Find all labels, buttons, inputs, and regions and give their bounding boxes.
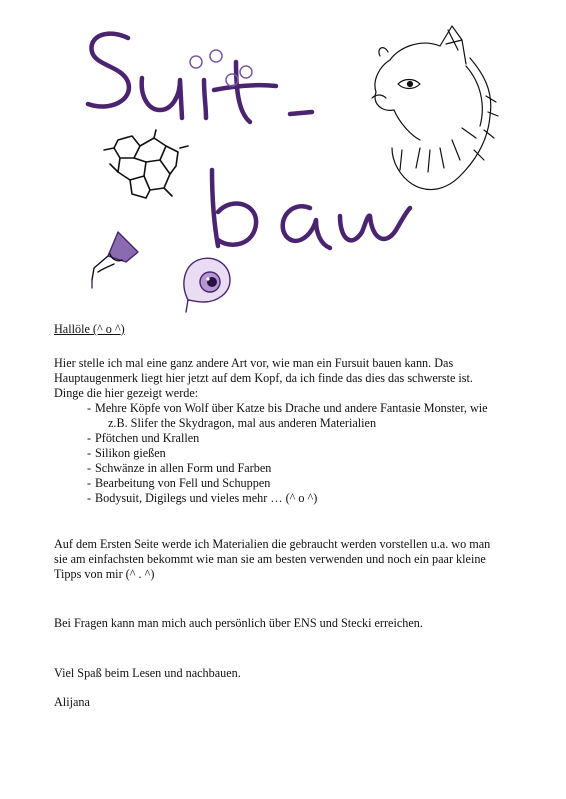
topic-item <box>87 491 524 506</box>
closing-line: Viel Spaß beim Lesen und nachbauen. <box>54 666 241 680</box>
eye-drawing-icon <box>184 258 230 312</box>
topic-list <box>54 401 524 506</box>
intro-line: Hier stelle ich mal eine ganz andere Art vor, wie man ein Fursuit bauen kann. Das <box>54 356 454 370</box>
intro-line: Hauptaugenmerk liegt hier jetzt auf dem Kopf, da ich finde das dies das schwerste ist. <box>54 371 473 385</box>
materials-line: sie am einfachsten bekommt wie man sie am besten verwenden und noch ein paar kleine <box>54 552 486 566</box>
topic-item <box>87 476 524 491</box>
signature: Alijana <box>54 695 90 709</box>
wolf-head-sketch-icon <box>372 26 498 190</box>
contact-paragraph: Bei Fragen kann man mich auch persönlich über ENS und Stecki erreichen. <box>54 616 423 630</box>
topic-item-text: Silikon gießen <box>95 446 166 460</box>
paw-tool-icon <box>92 232 138 288</box>
topic-item-text: Bodysuit, Digilegs und vieles mehr … (^ o ^) <box>95 491 318 505</box>
topic-item-text: Pfötchen und Krallen <box>95 431 200 445</box>
document-body <box>54 322 524 710</box>
greeting-heading: Hallöle (^ o ^) <box>54 322 125 336</box>
umlaut-dots-icon <box>190 50 252 86</box>
topic-item-text: Mehre Köpfe von Wolf über Katze bis Drache und andere Fantasie Monster, wie <box>95 401 488 415</box>
scales-pattern-icon <box>104 130 188 198</box>
topic-item <box>87 446 524 461</box>
materials-line: Auf dem Ersten Seite werde ich Materialien die gebraucht werden vorstellen u.a. wo man <box>54 537 491 551</box>
intro-line: Dinge die hier gezeigt werde: <box>54 386 199 400</box>
topic-item-text: Bearbeitung von Fell und Schuppen <box>95 476 271 490</box>
topic-item <box>87 401 524 431</box>
topic-item <box>87 431 524 446</box>
materials-line: Tipps von mir (^ . ^) <box>54 567 155 581</box>
topic-item <box>87 461 524 476</box>
topic-item-text: Schwänze in allen Form und Farben <box>95 461 272 475</box>
header-artwork <box>0 0 566 320</box>
topic-item-continuation: z.B. Slifer the Skydragon, mal aus anderen Materialien <box>108 416 377 430</box>
